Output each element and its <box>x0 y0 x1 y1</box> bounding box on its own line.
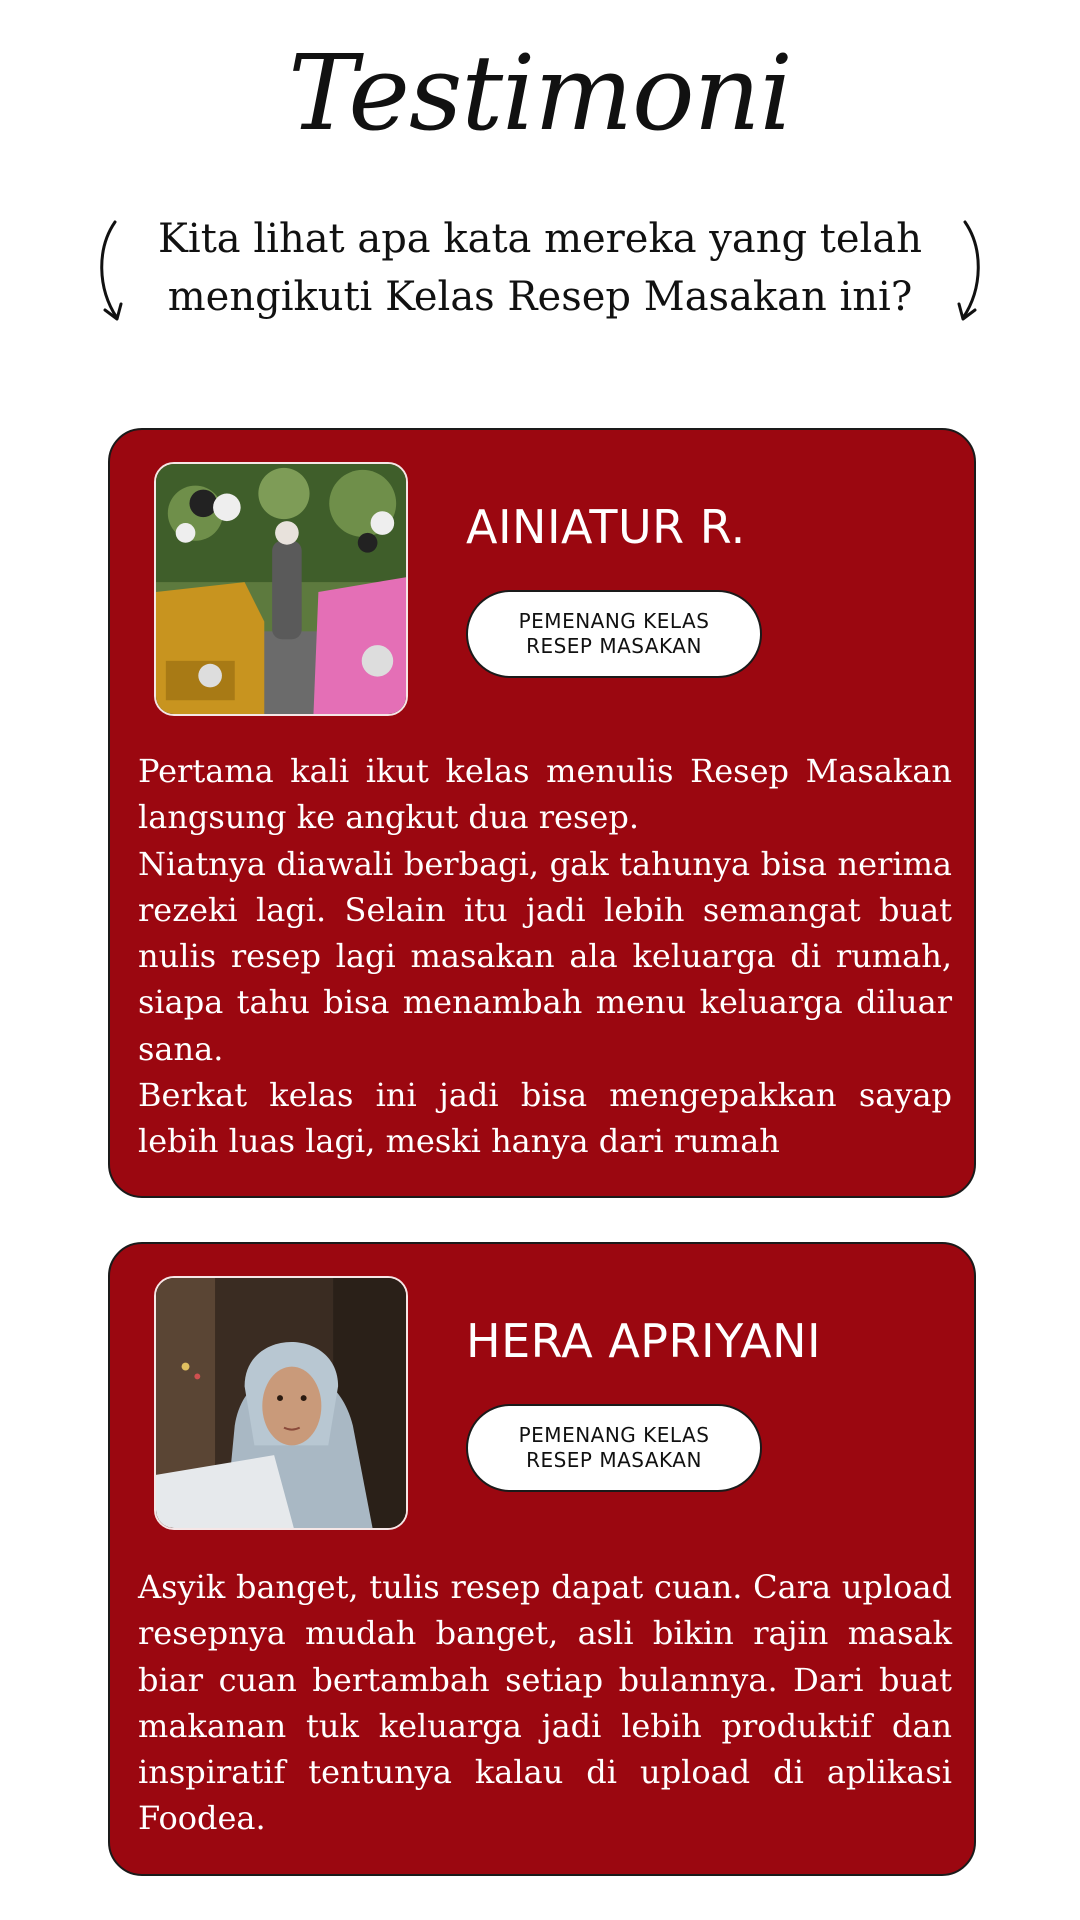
badge-line-2: RESEP MASAKAN <box>526 634 702 658</box>
page-subtitle: Kita lihat apa kata mereka yang telah mengikuti Kelas Resep Masakan ini? <box>158 216 922 320</box>
winner-badge <box>466 1404 762 1492</box>
testimonial-name: AINIATUR R. <box>466 500 746 554</box>
testimonial-paragraph: Pertama kali ikut kelas menulis Resep Masakan langsung ke angkut dua resep. <box>138 752 952 837</box>
badge-line-1: PEMENANG KELAS <box>518 609 710 633</box>
testimonial-text <box>138 748 952 1165</box>
testimonial-paragraph: Niatnya diawali berbagi, gak tahunya bisa nerima rezeki lagi. Selain itu jadi lebih semangat buat nulis resep lagi masakan ala keluarga di rumah, siapa tahu bisa menambah menu keluarga diluar sana. <box>138 844 952 1068</box>
photo-placeholder-icon <box>156 1278 406 1528</box>
testimonial-photo <box>154 462 408 716</box>
testimonial-text <box>138 1564 952 1842</box>
curved-arrow-left-icon <box>95 218 135 328</box>
page-title: Testimoni <box>288 32 792 154</box>
badge-line-1: PEMENANG KELAS <box>518 1423 710 1447</box>
curved-arrow-right-icon <box>945 218 985 328</box>
testimonial-card <box>108 1242 976 1876</box>
testimonial-photo <box>154 1276 408 1530</box>
testimonial-name: HERA APRIYANI <box>466 1314 822 1368</box>
testimonial-paragraph: Berkat kelas ini jadi bisa mengepakkan sayap lebih luas lagi, meski hanya dari rumah <box>138 1076 952 1161</box>
winner-badge <box>466 590 762 678</box>
testimonial-card <box>108 428 976 1198</box>
photo-placeholder-icon <box>156 464 406 714</box>
badge-line-2: RESEP MASAKAN <box>526 1448 702 1472</box>
testimonial-paragraph: Asyik banget, tulis resep dapat cuan. Cara upload resepnya mudah banget, asli bikin rajin masak biar cuan bertambah setiap bulannya. Dari buat makanan tuk keluarga jadi lebih produktif dan inspiratif tentunya kalau di upload di aplikasi Foodea. <box>138 1568 952 1838</box>
